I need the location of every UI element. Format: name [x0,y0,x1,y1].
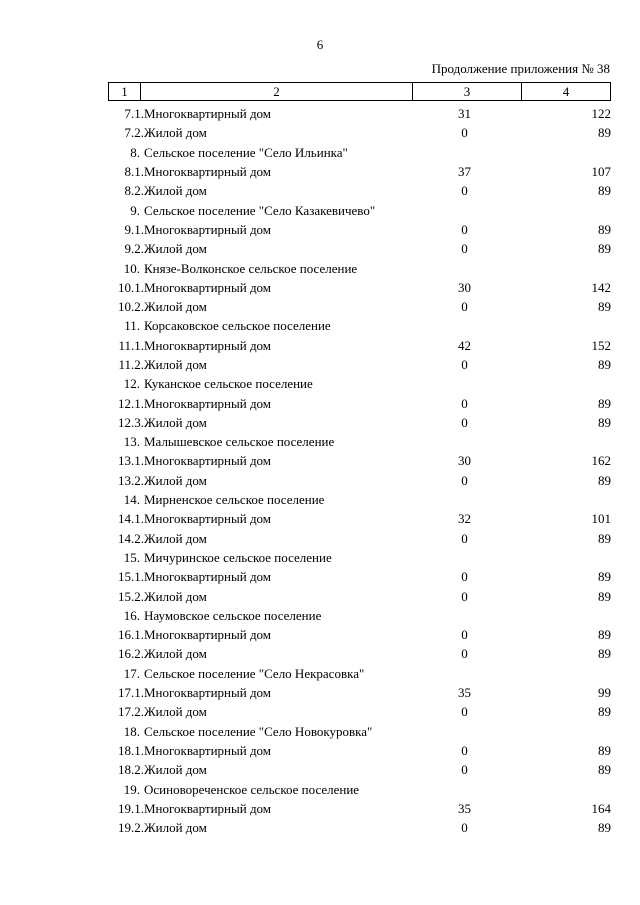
table-row [108,567,611,586]
row-value-3: 0 [461,357,468,372]
settlement-group-row [108,548,611,567]
row-value-3: 0 [461,414,468,430]
row-value-4 [519,143,611,162]
row-value-3: 0 [461,704,468,720]
row-number: 17.2. [118,704,144,720]
row-value-3: 0 [461,221,468,237]
row-name: Многоквартирный дом [144,627,272,643]
row-name: Жилой дом [144,414,207,430]
row-value-4: 89 [598,221,611,237]
settlement-group-row [108,316,611,335]
row-value-3: 30 [458,279,471,295]
row-value-4: 89 [598,742,611,758]
table-row [108,529,611,548]
row-value-3: 35 [458,685,471,701]
row-number: 19.2. [118,820,144,836]
row-value-3: 30 [458,453,471,469]
column-header-row [109,83,611,101]
row-name: Жилой дом [144,472,207,488]
table-row [108,625,611,644]
row-name: Корсаковское сельское поселение [144,318,331,334]
row-value-3: 0 [461,588,468,604]
data-table-body [108,104,611,837]
row-number: 14.2. [118,530,144,546]
table-row [108,297,611,316]
row-value-4: 101 [591,511,611,527]
row-value-3: 42 [458,337,471,353]
row-name: Жилой дом [144,646,207,662]
row-number: 14. [123,492,140,508]
row-value-3: 0 [461,820,468,836]
row-value-4 [519,606,611,625]
page-number: 6 [316,37,324,52]
row-value-4: 162 [591,453,611,469]
row-number: 16. [123,607,140,623]
row-value-4 [519,490,611,509]
row-name: Многоквартирный дом [144,453,272,469]
appendix-caption: Продолжение приложения № 38 [431,61,610,76]
row-number: 10.1. [118,279,144,295]
row-name: Куканское сельское поселение [144,376,313,392]
table-row [108,702,611,721]
row-number: 7.1. [124,106,144,122]
row-value-4: 89 [598,183,611,199]
row-name: Сельское поселение "Село Казакевичево" [144,202,376,218]
row-number: 9.2. [124,241,144,257]
row-name: Жилой дом [144,241,207,257]
row-number: 14.1. [118,511,144,527]
row-value-3: 0 [461,125,468,141]
row-value-3 [410,432,519,451]
row-value-4: 107 [591,164,611,180]
table-row [108,644,611,663]
row-name: Мирненское сельское поселение [144,492,325,508]
row-name: Многоквартирный дом [144,221,272,237]
settlement-group-row [108,664,611,683]
row-value-4 [519,316,611,335]
row-name: Жилой дом [144,588,207,604]
row-number: 9. [130,202,140,218]
row-name: Многоквартирный дом [144,337,272,353]
row-number: 11. [124,318,140,334]
table-row [108,760,611,779]
row-value-3: 0 [461,530,468,546]
row-value-3: 35 [458,800,471,816]
column-header-1: 1 [109,83,141,101]
row-value-4 [519,432,611,451]
table-row [108,355,611,374]
row-value-3: 0 [461,241,468,257]
row-value-3: 0 [461,472,468,488]
row-value-4 [519,548,611,567]
row-value-4 [519,664,611,683]
row-name: Сельское поселение "Село Ильинка" [144,144,348,160]
row-value-3 [410,316,519,335]
row-number: 10.2. [118,299,144,315]
table-row [108,104,611,123]
row-value-4 [519,779,611,798]
row-name: Многоквартирный дом [144,106,272,122]
settlement-group-row [108,258,611,277]
row-name: Многоквартирный дом [144,164,272,180]
row-value-3 [410,374,519,393]
row-value-3: 0 [461,627,468,643]
row-number: 17.1. [118,685,144,701]
row-number: 18. [123,723,140,739]
row-number: 15. [123,549,140,565]
settlement-group-row [108,779,611,798]
row-number: 12.1. [118,395,144,411]
row-number: 13. [123,434,140,450]
row-value-3 [410,490,519,509]
row-number: 15.2. [118,588,144,604]
row-value-4: 89 [598,569,611,585]
row-value-4: 89 [598,472,611,488]
row-value-4: 89 [598,530,611,546]
row-name: Жилой дом [144,299,207,315]
row-name: Сельское поселение "Село Новокуровка" [144,723,373,739]
row-value-3: 31 [458,106,471,122]
row-number: 15.1. [118,569,144,585]
settlement-group-row [108,143,611,162]
table-row [108,123,611,142]
row-value-4: 122 [591,106,611,122]
row-value-3: 0 [461,762,468,778]
column-header-3: 3 [413,83,522,101]
row-number: 18.2. [118,762,144,778]
row-value-4: 89 [598,357,611,372]
column-header-2: 2 [141,83,413,101]
row-value-3 [410,258,519,277]
row-value-3 [410,143,519,162]
row-number: 19.1. [118,800,144,816]
row-number: 19. [123,781,140,797]
row-name: Наумовское сельское поселение [144,607,322,623]
table-row [108,799,611,818]
row-name: Многоквартирный дом [144,395,272,411]
row-value-3: 0 [461,395,468,411]
row-number: 13.1. [118,453,144,469]
row-value-4: 89 [598,241,611,257]
row-value-3: 0 [461,742,468,758]
column-header-table [108,82,611,101]
table-row [108,818,611,837]
row-value-4 [519,722,611,741]
settlement-group-row [108,432,611,451]
row-value-4: 142 [591,279,611,295]
table-row [108,393,611,412]
row-name: Многоквартирный дом [144,511,272,527]
row-name: Жилой дом [144,530,207,546]
row-number: 16.1. [118,627,144,643]
row-value-3 [410,548,519,567]
row-name: Жилой дом [144,762,207,778]
row-number: 11.1. [118,337,144,353]
row-number: 12.3. [118,414,144,430]
row-value-4: 99 [598,685,611,701]
row-value-4 [519,200,611,219]
row-value-3 [410,722,519,741]
row-name: Жилой дом [144,820,207,836]
table-row [108,336,611,355]
row-name: Осиновореченское сельское поселение [144,781,360,797]
table-row [108,741,611,760]
row-value-4: 89 [598,762,611,778]
row-number: 8. [130,144,140,160]
row-number: 10. [123,260,140,276]
settlement-group-row [108,200,611,219]
row-name: Жилой дом [144,704,207,720]
row-number: 17. [123,665,140,681]
row-number: 11.2. [118,357,144,372]
row-name: Сельское поселение "Село Некрасовка" [144,665,365,681]
row-number: 12. [123,376,140,392]
row-number: 13.2. [118,472,144,488]
row-name: Жилой дом [144,183,207,199]
column-header-4: 4 [522,83,611,101]
row-value-3: 0 [461,183,468,199]
row-value-4: 89 [598,646,611,662]
row-value-4: 89 [598,125,611,141]
row-number: 9.1. [124,221,144,237]
row-value-4: 89 [598,627,611,643]
row-value-3 [410,200,519,219]
row-name: Князе-Волконское сельское поселение [144,260,358,276]
table-row [108,451,611,470]
settlement-group-row [108,722,611,741]
row-value-4: 89 [598,414,611,430]
settlement-group-row [108,490,611,509]
row-value-4: 164 [591,800,611,816]
row-value-3 [410,779,519,798]
row-name: Многоквартирный дом [144,742,272,758]
row-number: 16.2. [118,646,144,662]
table-row [108,586,611,605]
row-number: 18.1. [118,742,144,758]
row-value-3: 0 [461,646,468,662]
row-name: Мичуринское сельское поселение [144,549,332,565]
row-value-3: 0 [461,299,468,315]
table-row [108,162,611,181]
row-value-4: 89 [598,704,611,720]
row-number: 8.1. [124,164,144,180]
table-row [108,683,611,702]
settlement-group-row [108,606,611,625]
row-name: Многоквартирный дом [144,800,272,816]
data-table [108,104,611,837]
row-name: Жилой дом [144,125,207,141]
row-value-4: 89 [598,395,611,411]
row-value-3: 37 [458,164,471,180]
table-row [108,413,611,432]
row-value-4: 89 [598,299,611,315]
row-name: Жилой дом [144,357,207,372]
row-value-4: 89 [598,820,611,836]
row-name: Многоквартирный дом [144,685,272,701]
row-value-4 [519,258,611,277]
row-number: 8.2. [124,183,144,199]
table-row [108,181,611,200]
row-name: Многоквартирный дом [144,279,272,295]
table-row [108,509,611,528]
table-row [108,278,611,297]
row-name: Малышевское сельское поселение [144,434,335,450]
table-row [108,220,611,239]
table-row [108,239,611,258]
row-value-4: 89 [598,588,611,604]
table-row [108,471,611,490]
row-value-4: 152 [591,337,611,353]
row-value-4 [519,374,611,393]
row-value-3 [410,606,519,625]
row-value-3: 0 [461,569,468,585]
row-number: 7.2. [124,125,144,141]
settlement-group-row [108,374,611,393]
row-value-3: 32 [458,511,471,527]
row-value-3 [410,664,519,683]
row-name: Многоквартирный дом [144,569,272,585]
